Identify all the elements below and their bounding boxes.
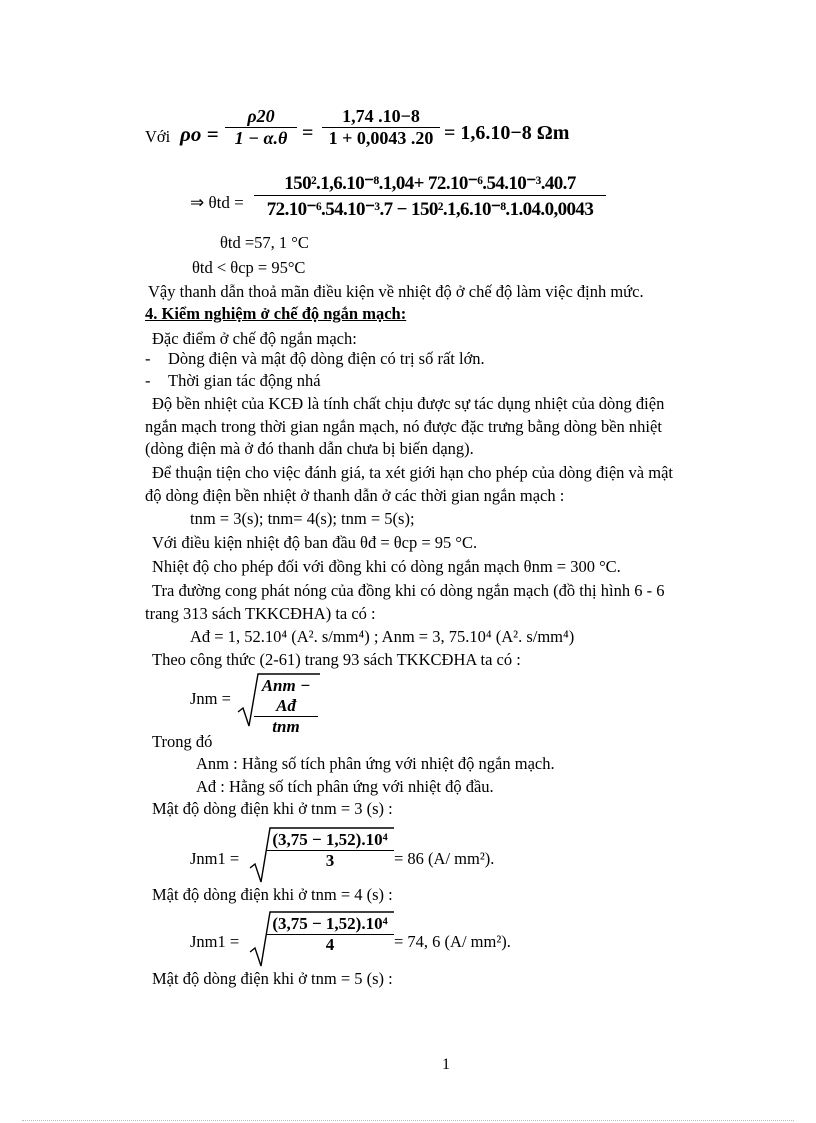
j1-denominator: 3 [266, 850, 394, 871]
where-label: Trong đó [152, 732, 213, 751]
j2-lhs: Jnm1 = [190, 932, 240, 951]
allowed-temperature: Nhiệt độ cho phép đối với đồng khi có dòng ngắn mạch θnm = 300 °C. [152, 557, 621, 576]
eq2-fraction [254, 172, 606, 221]
density-4s-label: Mật độ dòng điện khi ở tnm = 4 (s) : [152, 885, 393, 904]
para1-line2: ngắn mạch trong thời gian ngắn mạch, nó được đặc trưng bằng dòng bền nhiệt [145, 417, 662, 436]
density-5s-label: Mật độ dòng điện khi ở tnm = 5 (s) : [152, 969, 393, 988]
eq1-f1-denominator: 1 − α.θ [225, 127, 297, 149]
j2-result: = 74, 6 (A/ mm²). [394, 932, 511, 951]
j2-fraction [266, 914, 394, 955]
j1-fraction [266, 830, 394, 871]
page-bottom-divider [22, 1120, 794, 1121]
jnm-fraction [254, 676, 318, 737]
j2-denominator: 4 [266, 934, 394, 955]
density-3s-label: Mật độ dòng điện khi ở tnm = 3 (s) : [152, 799, 393, 818]
jnm-denominator: tnm [254, 716, 318, 737]
anm-definition: Anm : Hằng số tích phân ứng với nhiệt độ ngắn mạch. [196, 754, 555, 773]
para2-line1: Để thuận tiện cho việc đánh giá, ta xét giới hạn cho phép của dòng điện và mật [152, 463, 673, 482]
jnm-lhs: Jnm = [190, 689, 231, 708]
times-list: tnm = 3(s); tnm= 4(s); tnm = 5(s); [190, 509, 415, 528]
curve-line1: Tra đường cong phát nóng của đồng khi có dòng ngắn mạch (đồ thị hình 6 - 6 [152, 581, 665, 600]
j1-result: = 86 (A/ mm²). [394, 849, 495, 868]
eq1-lhs: ρo = [180, 122, 219, 146]
eq1-voi: Với [145, 127, 171, 146]
eq2-denominator: 72.10⁻⁶.54.10⁻³.7 − 150².1,6.10⁻⁸.1.04.0,0043 [254, 195, 606, 221]
conclusion-text: Vậy thanh dẫn thoả mãn điều kiện về nhiệt độ ở chế độ làm việc định mức. [148, 282, 644, 301]
eq1-result: = 1,6.10−8 Ωm [444, 122, 570, 144]
j2-numerator: (3,75 − 1,52).10⁴ [272, 914, 388, 933]
eq2-lhs: ⇒ θtd = [190, 193, 244, 212]
section-heading: 4. Kiểm nghiệm ở chế độ ngắn mạch: [145, 304, 407, 323]
eq1-fraction-value [322, 106, 440, 149]
eq1-f2-numerator: 1,74 .10−8 [342, 106, 420, 126]
ad-definition: Ađ : Hằng số tích phân ứng với nhiệt độ đầu. [196, 777, 494, 796]
eq1-equals: = [302, 122, 314, 144]
theta-comparison: θtd < θcp = 95°C [192, 258, 306, 277]
eq1-f1-numerator: ρ20 [247, 106, 275, 126]
bullet-dash-2: - [145, 371, 151, 390]
theta-value: θtd =57, 1 °C [220, 233, 309, 252]
features-title: Đặc điểm ở chế độ ngắn mạch: [152, 329, 357, 348]
bullet-1-text: Dòng điện và mật độ dòng điện có trị số rất lớn. [168, 349, 485, 368]
para1-line1: Độ bền nhiệt của KCĐ là tính chất chịu được sự tác dụng nhiệt của dòng điện [152, 394, 665, 413]
curve-line2: trang 313 sách TKKCĐHA) ta có : [145, 604, 376, 623]
para1-line3: (dòng điện mà ở đó thanh dẫn chưa bị biến dạng). [145, 439, 474, 458]
bullet-2-text: Thời gian tác động nhá [168, 371, 321, 390]
formula-reference: Theo công thức (2-61) trang 93 sách TKKCĐHA ta có : [152, 650, 521, 669]
j1-lhs: Jnm1 = [190, 849, 240, 868]
j1-numerator: (3,75 − 1,52).10⁴ [272, 830, 388, 849]
eq2-numerator: 150².1,6.10⁻⁸.1,04+ 72.10⁻⁶.54.10⁻³.40.7 [284, 173, 576, 194]
bullet-dash-1: - [145, 349, 151, 368]
a-values: Ađ = 1, 52.10⁴ (A². s/mm⁴) ; Anm = 3, 75.10⁴ (A². s/mm⁴) [190, 627, 575, 646]
page-number: 1 [442, 1056, 450, 1073]
eq1-f2-denominator: 1 + 0,0043 .20 [322, 127, 440, 149]
para2-line2: độ dòng điện bền nhiệt ở thanh dẫn ở các thời gian ngắn mạch : [145, 486, 565, 505]
jnm-numerator: Anm − Ađ [261, 676, 311, 715]
initial-condition: Với điều kiện nhiệt độ ban đầu θđ = θcp = 95 °C. [152, 533, 478, 552]
eq1-fraction-rho [225, 106, 297, 149]
